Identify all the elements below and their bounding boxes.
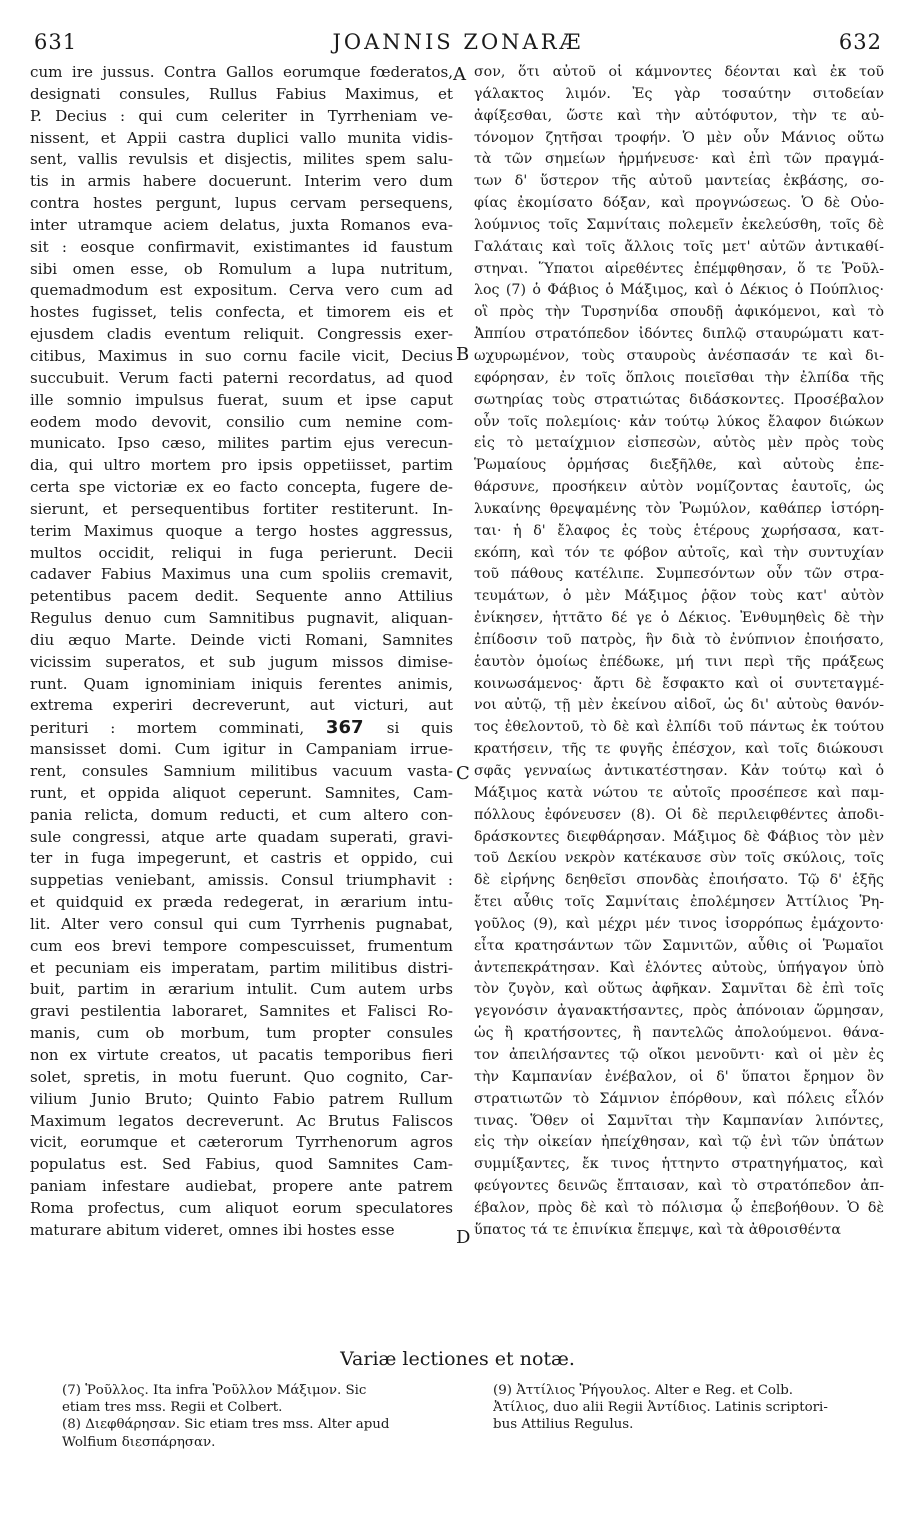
column-number: 367 (325, 717, 387, 739)
text-line: τοῦ Δεκίου νεκρὸν κατέκαυσε σὺν τοῖς σκύλοις, τοῖς (474, 850, 884, 867)
text-line: citibus, Maximus in suo cornu facile vicit, Decius (30, 346, 453, 365)
note-line: (7) Ῥοῦλλος. Ita infra Ῥοῦλλον Μάξιμον. Sic (62, 1383, 367, 1398)
text-line: Regulus denuo cum Samnitibus pugnavit, aliquan- (30, 609, 453, 628)
text-line: ille somnio impulsus fuerat, suum et ipse caput (30, 390, 453, 409)
text-line: τινας. Ὅθεν οἱ Σαμνῖται τὴν Καμπανίαν λιπόντες, (474, 1112, 884, 1129)
text-line: paniam infestare audiebat, propere ante patrem (30, 1177, 453, 1196)
text-line: ἔτει αὖθις τοῖς Σαμνίταις ἐπολέμησεν Ἀττίλιος Ῥη- (474, 894, 884, 911)
text-line: ται· ἡ δ' ἔλαφος ἐς τοὺς ἑτέρους χωρήσασα, κατ- (474, 522, 884, 539)
text-line: εἰς τὸ μεταίχμιον εἰσπεσὼν, αὐτὸς μὲν πρὸς τοὺς (474, 435, 884, 452)
text-line: ἐνίκησεν, ἡττᾶτο δέ γε ὁ Δέκιος. Ἐνθυμηθεὶς δὲ τὴν (474, 610, 884, 627)
text-line: pania relicta, domum reducti, et cum altero con- (30, 805, 453, 824)
text-line: rent, consules Samnium militibus vacuum vasta- (30, 762, 453, 780)
text-line: vicissim superatos, et sub jugum missos dimise- (30, 652, 453, 671)
text-line: runt. Quam ignominiam iniquis ferentes animis, (30, 674, 453, 693)
text-line: οἳ πρὸς τὴν Τυρσηνίδα σπουδῇ ἀφικόμενοι, καὶ τὸ (474, 304, 884, 321)
text-line: φίας ἐκομίσατο δόξαν, καὶ προγνώσεως. Ὁ δὲ Οὐο- (474, 195, 884, 212)
text-line: Maximum legatos decreverunt. Ac Brutus Faliscos (30, 1111, 453, 1130)
text-line: τοῦ πάθους κατέλιπε. Συμπεσόντων οὖν τῶν στρα- (474, 566, 884, 583)
notes-heading: Variæ lectiones et notæ. (340, 1348, 575, 1370)
text-line: οὖν τοῖς πολεμίοις· κἀν τούτῳ λύκος ἔλαφον διώκων (474, 413, 884, 430)
text-line: cum eos brevi tempore compescuisset, frumentum (30, 936, 453, 955)
text-line: τόνομον ζητῆσαι τροφήν. Ὁ μὲν οὖν Μάνιος οὕτω (474, 129, 884, 146)
text-line: γάλακτος λιμόν. Ἐς γὰρ τοσαύτην σιτοδείαν (474, 85, 884, 102)
text-line: lit. Alter vero consul qui cum Tyrrhenis pugnabat, (30, 914, 453, 933)
text-line: εἰς τὴν οἰκείαν ἠπείχθησαν, καὶ τῷ ἑνὶ τῶν ὑπάτων (474, 1134, 884, 1151)
text-line: ἐπίδοσιν τοῦ πατρὸς, ἣν διὰ τὸ ἐνύπνιον ἐποιήσατο, (474, 631, 884, 648)
text-line: τὸν ζυγὸν, καὶ οὕτως ἀφῆκαν. Σαμνῖται δὲ ἐπὶ τοῖς (474, 981, 884, 998)
page-header (34, 30, 882, 58)
latin-column (30, 62, 453, 1242)
note-line: Ἀτίλιος, duo alii Regii Ἀντίδιος. Latinis scriptori- (493, 1400, 828, 1416)
text-line: tis in armis habere docuerunt. Interim vero dum (30, 172, 453, 191)
text-line: γεγονόσιν ἀγανακτήσαντες, πρὸς ἀπόνοιαν ὥρμησαν, (474, 1003, 884, 1020)
text-line: σον, ὅτι αὐτοῦ οἱ κάμνοντες δέονται καὶ ἐκ τοῦ (474, 64, 884, 80)
text-line: suppetias veniebant, amissis. Consul triumphavit : (30, 871, 453, 890)
note-line: etiam tres mss. Regii et Colbert. (62, 1400, 283, 1416)
text-line: ὕπατος τά τε ἐπινίκια ἔπεμψε, καὶ τὰ ἀθροισθέντα (474, 1221, 841, 1238)
text-line: sule congressi, atque arte quadam superati, gravi- (30, 827, 453, 846)
text-line: τευμάτων, ὁ μὲν Μάξιμος ῥᾷον τοὺς κατ' αὐτὸν (474, 588, 884, 605)
text-line: εκόπη, καὶ τόν τε φόβον αὐτοῖς, καὶ τὴν συντυχίαν (474, 544, 884, 561)
text-line: ter in fuga impegerunt, et castris et oppido, cui (30, 849, 453, 868)
text-line: ὡς ἢ κρατήσοντες, ἢ παντελῶς ἀπολούμενοι. θάνα- (474, 1025, 884, 1042)
text-line: τὴν Καμπανίαν ἐνέβαλον, οἱ δ' ὕπατοι ἔρημον ὂν (474, 1068, 884, 1085)
text-line: λος (7) ὁ Φάβιος ὁ Μάξιμος, καὶ ὁ Δέκιος ὁ Πούπλιος· (474, 282, 884, 299)
text-line: eodem modo devovit, consilio cum nemine com- (30, 412, 453, 431)
margin-marker-d: D (456, 1227, 471, 1248)
text-line: nissent, et Appii castra duplici vallo munita vidis- (30, 128, 453, 147)
text-line: cum ire jussus. Contra Gallos eorumque fœderatos, (30, 63, 453, 81)
text-line: στρατιωτῶν τὸ Σάμνιον ἐπόρθουν, καὶ πόλεις εἷλόν (474, 1090, 884, 1107)
text-line: maturare abitum videret, omnes ibi hostes esse (30, 1220, 395, 1239)
text-line (30, 717, 453, 739)
text-line: cadaver Fabius Maximus una cum spoliis cremavit, (30, 565, 453, 584)
text-line: λυκαίνης θρεψαμένης τὸν Ῥωμύλον, καθάπερ ἱστόρη- (474, 500, 884, 517)
text-line: ἑαυτὸν ὁμοίως ἐπέδωκε, μή τινι περὶ τῆς πράξεως (474, 653, 884, 670)
margin-marker-c: C (456, 763, 470, 784)
text-line: φεύγοντες δεινῶς ἔπταισαν, καὶ τὸ στρατόπεδον ἀπ- (474, 1178, 884, 1195)
text-line: runt, et oppida aliquot ceperunt. Samnites, Cam- (30, 783, 453, 802)
text-line: Roma profectus, cum aliquot eorum speculatores (30, 1198, 453, 1217)
text-line: κοινωσάμενος· ἄρτι δὲ ἔσφακτο καὶ οἱ συντεταγμέ- (474, 675, 884, 692)
text-line: dia, qui ultro mortem pro ipsis oppetiisset, partim (30, 456, 453, 475)
text-line: ejusdem cladis eventum reliquit. Congressis exer- (30, 325, 453, 344)
text-line: πόλλους ἐφόνευσεν (8). Οἱ δὲ περιλειφθέντες ἀποδι- (474, 806, 884, 823)
text-line: sit : eosque confirmavit, existimantes id faustum (30, 237, 453, 256)
page-number-left: 631 (34, 30, 78, 54)
text-line: solet, spretis, in motu fuerunt. Quo cognito, Car- (30, 1067, 453, 1086)
text-line: certa spe victoriæ ex eo facto concepta, fugere de- (30, 478, 453, 497)
text-line: succubuit. Verum facti paterni recordatus, ad quod (30, 368, 453, 387)
note-line: (8) Διεφθάρησαν. Sic etiam tres mss. Alter apud (62, 1417, 390, 1433)
note-line: bus Attilius Regulus. (493, 1417, 634, 1433)
text-line: gravi pestilentia laboraret, Samnites et Falisci Ro- (30, 1002, 453, 1021)
text-line: multos occidit, reliqui in fuga perierunt. Decii (30, 543, 453, 562)
text-line: sierunt, et persequentibus fortiter restiterunt. In- (30, 499, 453, 518)
text-line: Γαλάταις καὶ τοῖς ἄλλοις τοῖς μετ' αὐτῶν ἀντικαθί- (474, 238, 884, 255)
text-line: ωχυρωμένον, τοὺς σταυροὺς ἀνέσπασάν τε καὶ δι- (474, 347, 884, 364)
text-line: Μάξιμος κατὰ νώτου τε αὐτοῖς προσέπεσε καὶ παμ- (474, 784, 884, 801)
text-line: quemadmodum est expositum. Cerva vero cum ad (30, 281, 453, 300)
text-line: buit, partim in ærarium intulit. Cum autem urbs (30, 980, 453, 999)
text-line: γοῦλος (9), καὶ μέχρι μέν τινος ἰσορρόπως ἐμάχοντο· (474, 915, 884, 932)
text-line: inter utramque aciem delatus, juxta Romanos eva- (30, 215, 453, 234)
text-line: έβαλον, πρὸς δὲ καὶ τὸ πόλισμα ᾧ ἐπεβοήθουν. Ὁ δὲ (474, 1199, 884, 1216)
text-line: et quidquid ex præda redegerat, in ærarium intu- (30, 893, 453, 912)
text-line: P. Decius : qui cum celeriter in Tyrrheniam ve- (30, 106, 453, 125)
note-line: (9) Ἀττίλιος Ῥήγουλος. Alter e Reg. et Colb. (493, 1383, 794, 1398)
notes-left-column (62, 1382, 462, 1451)
text-line: δράσκοντες διεφθάρησαν. Μάξιμος δὲ Φάβιος τὸν μὲν (474, 828, 884, 845)
text-line: diu æquo Marte. Deinde victi Romani, Samnites (30, 630, 453, 649)
text-line: εφόρησαν, ἐν τοῖς ὅπλοις ποιεῖσθαι τὴν ἐλπίδα τῆς (474, 369, 884, 386)
text-line: extrema experiri decreverunt, aut victuri, aut (30, 696, 453, 715)
text-line: ἀφίξεσθαι, ὥστε καὶ τὴν αὐτόφυτον, τὴν τε αὐ- (474, 107, 884, 124)
text-line: populatus est. Sed Fabius, quod Samnites Cam- (30, 1155, 453, 1174)
text-line: δὲ εἰρήνης δεηθεῖσι σπονδὰς ἐποιήσατο. Τῷ δ' ἑξῆς (474, 872, 884, 889)
text-line: non ex virtute creatos, ut pacatis temporibus fieri (30, 1045, 453, 1064)
text-line: στηναι. Ὕπατοι αἱρεθέντες ἐπέμφθησαν, ὅ τε Ῥοῦλ- (474, 260, 884, 277)
text-line: et pecuniam eis imperatam, partim militibus distri- (30, 958, 453, 977)
greek-column (474, 62, 884, 1242)
text-line: εἶτα κρατησάντων τῶν Σαμνιτῶν, αὖθις οἱ Ῥωμαῖοι (474, 937, 884, 954)
text-line: sent, vallis revulsis et disjectis, milites spem salu- (30, 150, 453, 169)
text-line: νοι αὐτῷ, τῇ μὲν ἐκείνου αἰδοῖ, ὡς δι' αὐτοὺς θανόν- (474, 697, 884, 714)
running-title: JOANNIS ZONARÆ (332, 30, 584, 54)
text-line: sibi omen esse, ob Romulum a lupa nutritum, (30, 259, 453, 278)
text-line: τος ἐθελοντοῦ, τὸ δὲ καὶ ἐλπίδι τοῦ πάντως ἐκ τούτου (474, 719, 884, 736)
text-line: Ῥωμαίους ὁρμήσας διεξῆλθε, καὶ αὐτοὺς ἐπε- (474, 457, 884, 474)
margin-marker-a: A (453, 64, 466, 85)
text-line: designati consules, Rullus Fabius Maximus, et (30, 84, 453, 103)
page-number-right: 632 (838, 30, 882, 54)
text-line: τον ἀπειλήσαντες τῷ οἴκοι μενοῦντι· καὶ οἱ μὲν ἐς (474, 1046, 884, 1063)
notes-right-column (493, 1382, 883, 1434)
text-fragment: si quis (386, 719, 453, 738)
text-line: ἀντεπεκράτησαν. Καὶ ἑλόντες αὐτοὺς, ὑπήγαγον ὑπὸ (474, 959, 884, 976)
text-fragment: perituri : mortem comminati, (30, 719, 305, 738)
note-line: Wolfium διεσπάρησαν. (62, 1434, 216, 1450)
text-line: κρατήσειν, τῆς τε φυγῆς ἐπέσχον, καὶ τοῖς διώκουσι (474, 741, 884, 758)
text-line: municato. Ipso cæso, milites partim ejus verecun- (30, 434, 453, 453)
text-line: των δ' ὕστερον τῆς αὐτοῦ μαντείας ἐκβάσης, σο- (474, 173, 884, 190)
text-line: contra hostes pergunt, lupus cervam persequens, (30, 194, 453, 213)
text-line: petentibus pacem dedit. Sequente anno Attilius (30, 587, 453, 606)
text-line: λούμνιος τοῖς Σαμνίταις πολεμεῖν ἐκελεύσθη, τοῖς δὲ (474, 216, 884, 233)
text-line: τὰ τῶν σημείων ἡρμήνευσε· καὶ ἐπὶ τῶν πραγμά- (474, 151, 884, 168)
text-line: σφᾶς γενναίως ἀντικατέστησαν. Κἀν τούτῳ καὶ ὁ (474, 763, 884, 779)
text-line: συμμίξαντες, ἔκ τινος ἡττηντο στρατηγήματος, καὶ (474, 1156, 884, 1173)
text-line: mansisset domi. Cum igitur in Campaniam irrue- (30, 740, 453, 759)
text-line: terim Maximus quoque a tergo hostes aggressus, (30, 521, 453, 540)
text-line: σωτηρίας τοὺς στρατιώτας διδάσκοντες. Προσέβαλον (474, 391, 884, 408)
text-line: hostes fugisset, telis confecta, et timorem eis et (30, 303, 453, 322)
text-line: vicit, eorumque et cæterorum Tyrrhenorum agros (30, 1133, 453, 1152)
text-line: Ἀππίου στρατόπεδον ἰδόντες διπλῷ σταυρώματι κατ- (474, 326, 884, 343)
margin-marker-b: B (456, 344, 470, 365)
text-line: vilium Junio Bruto; Quinto Fabio patrem Rullum (30, 1089, 453, 1108)
text-line: θάρσυνε, προσήκειν αὐτὸν νομίζοντας ἑαυτοῖς, ὡς (474, 479, 884, 496)
text-line: manis, cum ob morbum, tum propter consules (30, 1024, 453, 1043)
